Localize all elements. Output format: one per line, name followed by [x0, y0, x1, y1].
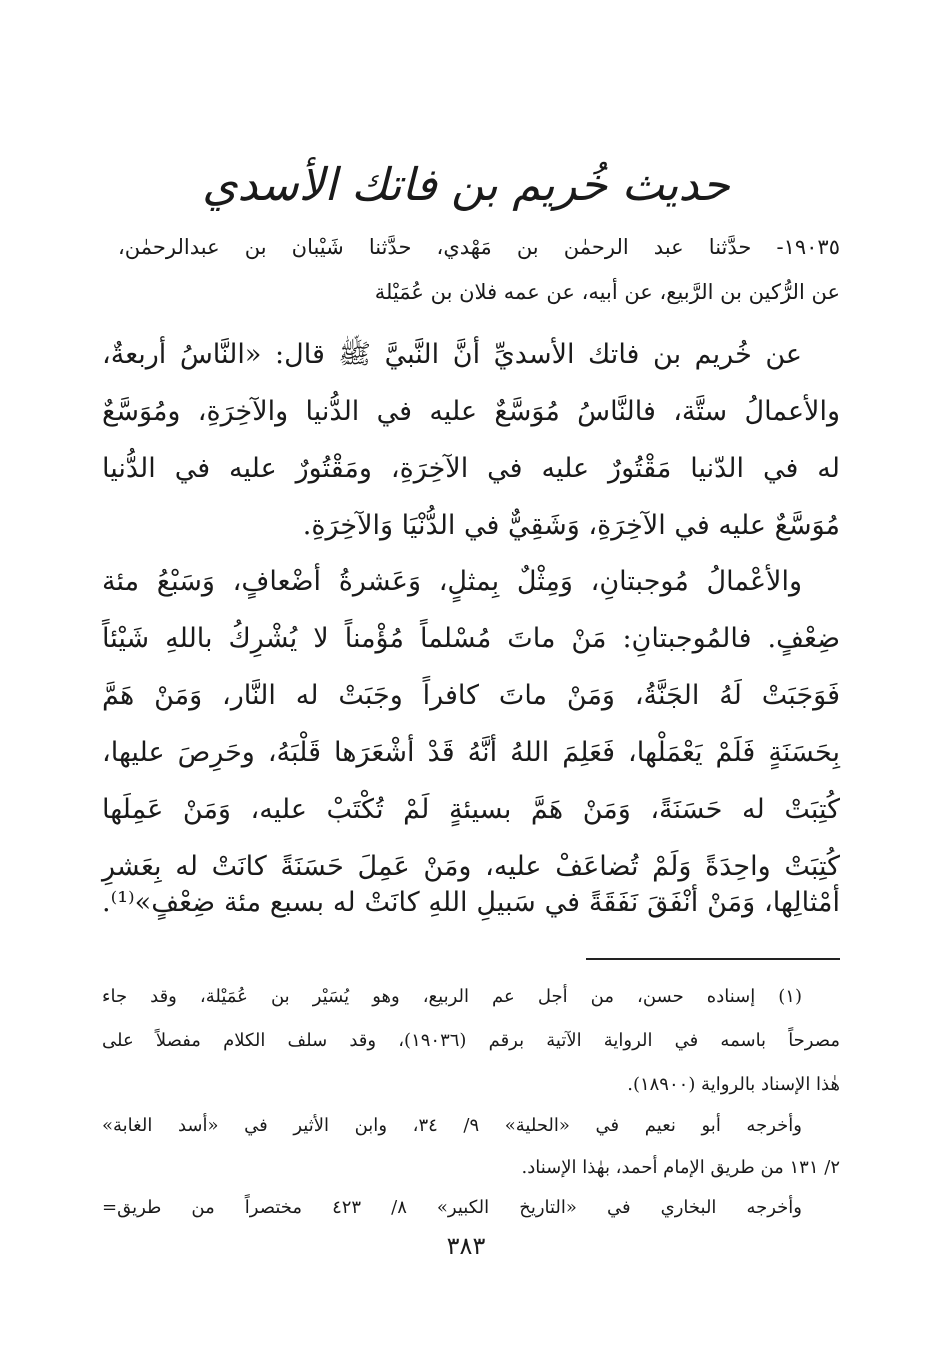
hadith-line: ضِعْفٍ. فالمُوجبتانِ: مَنْ ماتَ مُسْلماً مُؤْمناً لا يُشْرِكُ باللهِ شَيْئاً [102, 623, 840, 654]
footnote-line: وأخرجه البخاري في «التاريخ الكبير» ٨/ ٤٢٣ مختصراً من طريق= [102, 1197, 802, 1218]
hadith-line: عن خُريم بن فاتك الأسديِّ أنَّ النَّبيَّ ﷺ قال: «النَّاسُ أربعةٌ، [102, 339, 802, 370]
footnote-line: وأخرجه أبو نعيم في «الحلية» ٩/ ٣٤، وابن الأثير في «أسد الغابة» [102, 1115, 802, 1136]
page-number: ٣٨٣ [446, 1232, 486, 1260]
hadith-line: بِحَسَنَةٍ فَلَمْ يَعْمَلْها، فَعَلِمَ اللهُ أنَّهُ قَدْ أشْعَرَها قَلْبَهُ، وحَرِصَ عليها، [102, 737, 840, 768]
chapter-title: حديث خُريم بن فاتك الأسدي [202, 158, 730, 211]
hadith-line: كُتِبَتْ واحِدَةً وَلَمْ تُضاعَفْ عليه، ومَنْ عَمِلَ حَسَنَةً كانَتْ له بِعَشرِ [102, 851, 840, 882]
isnad-line: ١٩٠٣٥- حدَّثنا عبد الرحمٰن بن مَهْدي، حدَّثنا شَيْبان بن عبدالرحمٰن، [118, 235, 840, 259]
footnote-line: مصرحاً باسمه في الرواية الآتية برقم (١٩٠٣٦)، وقد سلف الكلام مفصلاً على [102, 1030, 840, 1051]
isnad-line: عن الرُّكين بن الرَّبيع، عن أبيه، عن عمه فلان بن عُمَيْلة [374, 280, 840, 304]
footnote-line: (١) إسناده حسن، من أجل عم الربيع، وهو يُسَيْر بن عُمَيْلة، وقد جاء [102, 986, 802, 1007]
footnote-line: ٢/ ١٣١ من طريق الإمام أحمد، بهٰذا الإسناد. [521, 1157, 840, 1178]
hadith-line: له في الدّنيا مَقْتُورٌ عليه في الآخِرَةِ، ومَقْتُورٌ عليه في الدُّنيا [102, 453, 840, 484]
hadith-line: والأعمالُ ستَّة، فالنَّاسُ مُوَسَّعٌ عليه في الدُّنيا والآخِرَةِ، ومُوَسَّعٌ [102, 396, 840, 427]
footnote-separator [586, 958, 840, 960]
hadith-line: والأعْمالُ مُوجبتانِ، وَمِثْلٌ بِمثلٍ، وَعَشرةُ أضْعافٍ، وَسَبْعُ مئة [102, 566, 802, 597]
hadith-line: مُوَسَّعٌ عليه في الآخِرَةِ، وَشَقِيٌّ في الدُّنْيَا وَالآخِرَةِ. [302, 510, 840, 541]
hadith-line: كُتِبَتْ له حَسَنَةً، وَمَنْ هَمَّ بسيئةٍ لَمْ تُكْتَبْ عليه، وَمَنْ عَمِلَها [102, 794, 840, 825]
footnote-line: هٰذا الإسناد بالرواية (١٨٩٠٠). [627, 1074, 840, 1095]
hadith-line: أمْثالِها، وَمَنْ أنْفَقَ نَفَقَةً في سَبيلِ اللهِ كانَتْ له بسبع مئة ضِعْفٍ»⁽¹⁾. [102, 887, 840, 918]
hadith-line: فَوَجَبَتْ لَهُ الجَنَّةُ، وَمَنْ ماتَ كافراً وجَبَتْ له النَّار، وَمَنْ هَمَّ [102, 680, 840, 711]
